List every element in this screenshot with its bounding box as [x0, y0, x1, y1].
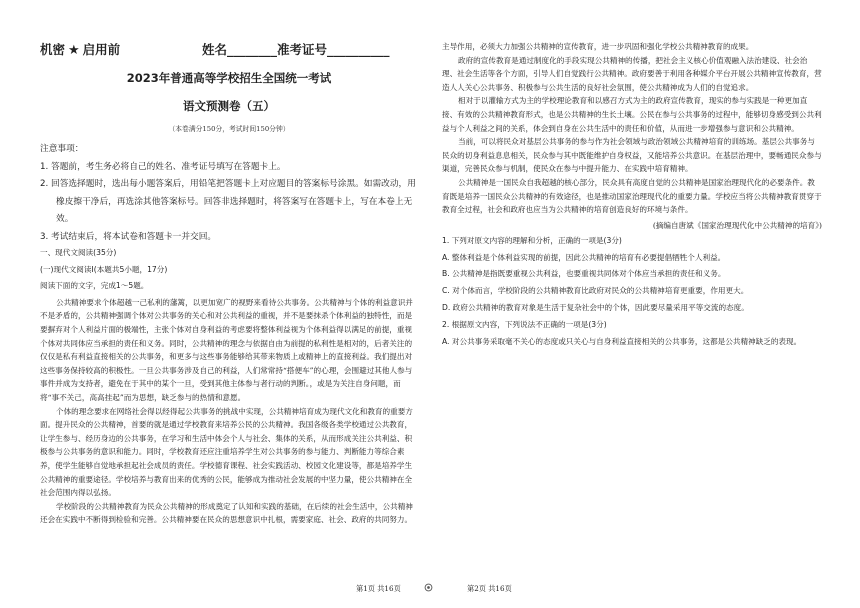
- header-row: [40, 40, 418, 58]
- answer-option: A. 整体利益是个体利益实现的前提，因此公共精神的培育有必要提倡牺牲个人利益。: [442, 252, 726, 262]
- question-stem: 1. 下列对原文内容的理解和分析，正确的一项是(3分): [442, 235, 622, 245]
- name-field: 姓名________准考证号__________: [202, 42, 390, 57]
- section-heading: 一、现代文阅读(35分): [40, 248, 117, 257]
- confidential-label: 机密 ★ 启用前: [40, 42, 121, 58]
- passage-paragraph: 公共精神是一国民众自我超越的核心部分，民众具有高度自觉的公共精神是国家治理现代化的必要条件。教育既是培养一国民众公共精神的有效途径，也是推动国家治理现代化的重要力量。学校应当将公共精神教育贯穿于教育全过程，社会和政府也应当为公共精神的培育创造良好的环境与条件。: [442, 177, 822, 215]
- instruction-item: 1. 答题前，考生务必将自己的姓名、准考证号填写在答题卡上。: [40, 161, 286, 172]
- read-prompt: 阅读下面的文字，完成1～5题。: [40, 281, 149, 291]
- score-note: （本卷满分150分，考试时间150分钟）: [168, 125, 290, 133]
- answer-option: C. 对个体而言，学校阶段的公共精神教育比政府对民众的公共精神培育更重要，作用更大。: [442, 286, 749, 296]
- page-footer: [0, 584, 860, 596]
- passage-paragraph: 个体的理念要求在网络社会得以经得起公共事务的挑战中实现，公共精神培育成为现代文化和教育的重要方面。提升民众的公共精神，首要的就是通过学校教育来培养公民的公共精神。我国各级各类学校通过公共教育，让学生参与、经历身边的公共事务，在学习和生活中体会个人与社会、集体的关系，从而形成关注公共利益、积极参与公共事务的意识和能力。同时，学校教育还应注重培养学生对公共事务的参与能力、判断能力等综合素养，使学生能够自觉地承担起社会成员的责任。学校德育课程、社会实践活动、校园文化建设等，都是培养学生公共精神的重要途径。学校培养与教育出来的优秀的公民，能够成为推动社会发展的中坚力量，使公共精神在全社会范围内得以弘扬。: [40, 406, 413, 498]
- star-icon: ★: [68, 43, 80, 58]
- answer-option: A. 对公共事务采取毫不关心的态度或只关心与自身利益直接相关的公共事务，这都是公共精神缺乏的表现。: [442, 336, 802, 346]
- passage-paragraph: 政府的宣传教育是通过制度化的手段实现公共精神的传播，把社会主义核心价值观融入法治建设、社会治理、社会生活等各个方面，引导人们自觉践行公共精神。政府要善于利用各种媒介平台开展公共精神宣传教育，营造人人关心公共事务、积极参与公共生活的良好社会氛围，使公共精神成为人们的自觉追求。: [442, 55, 822, 92]
- answer-option: B. 公共精神是指既要重视公共利益，也要重视共同体对个体应当承担的责任和义务。: [442, 269, 726, 279]
- instruction-item: 3. 考试结束后，将本试卷和答题卡一并交回。: [40, 231, 217, 242]
- answer-option: D. 政府公共精神的教育对象是生活于复杂社会中的个体，因此要尽量采用平等交流的态度。: [442, 302, 749, 312]
- right-page-number: 第2页 共16页: [467, 584, 512, 593]
- exam-title: 2023年普通高等学校招生全国统一考试: [126, 71, 332, 85]
- passage-paragraph: 学校阶段的公共精神教育为民众公共精神的形成奠定了认知和实践的基础，在后续的社会生活中，公共精神还会在实践中不断得到检验和完善。公共精神要在民众的思想意识中扎根，需要家庭、社会、政府的共同努力。: [40, 501, 413, 525]
- left-page-number: 第1页 共16页: [356, 584, 401, 593]
- subsection-heading: (一)现代文阅读Ⅰ(本题共5小题，17分): [40, 264, 168, 274]
- passage-paragraph: 公共精神要求个体超越一己私利的藩篱，以更加宽广的视野来看待公共事务。公共精神与个体的利益意识并不是矛盾的，公共精神强调个体对公共事务的关心和对公共利益的重视，并不是要抹杀个体利益的独特性，而是要摒弃对个人利益片面的极端性，主张个体对自身利益的考虑要将整体利益视为个体利益得以满足的前提，重视个体对共同体应当承担的责任和义务。同时，公共精神的理念与依据自由为前提的私利性是相对的，后者关注的仅仅是私有利益直接相关的公共事务，和更多与这些事务能够给其带来物质上或精神上的直接利益。我们提出对这些事务保持较高的积极性。一旦公共事务涉及自己的利益，人们常常持“搭便车”的心理，会围避过其他人参与事件并成为支持者，避免在于其中的某个一旦，受到其他主体参与者行动的判断。，或是为关注自身问题，而将“事不关己，高高挂起”而为思想，缺乏参与的热情和意愿。: [40, 297, 413, 402]
- instruction-item: 2. 回答选择题时，选出每小题答案后，用铅笔把答题卡上对应题目的答案标号涂黑。如需改动，用: [40, 179, 416, 189]
- passage-paragraph: 相对于以灌输方式为主的学校理论教育和以感召方式为主的政府宣传教育，现实的参与实践是一种更加直接、有效的公共精神教育形式，也是公共精神的生长土壤。公民在参与公共事务的过程中，能够切身感受到公共利益与个人利益之间的关系，体会到自身在公共生活中的责任和价值，从而进一步增强参与意识和公共精神。: [442, 96, 822, 133]
- paper-title: 语文预测卷（五）: [183, 99, 275, 113]
- question-stem: 2. 根据原文内容，下列说法不正确的一项是(3分): [442, 319, 607, 329]
- source-citation: (摘编自唐斌《国家治理现代化中公共精神的培育》): [652, 220, 822, 230]
- binding-mark-icon: [424, 583, 433, 592]
- passage-paragraph: 主导作用，必须大力加强公共精神的宣传教育，进一步巩固和强化学校公共精神教育的成果。: [442, 42, 754, 51]
- instruction-item: 橡皮擦干净后，再选涂其他答案标号。回答非选择题时，将答案写在答题卡上，写在本卷上无效。: [56, 196, 413, 224]
- passage-paragraph: 当前，可以将民众对基层公共事务的参与作为社会领域与政治领域公共精神培育的训练场。基层公共事务与民众的切身利益息息相关，民众参与其中既能维护自身权益，又能培养公共意识。在基层治理中，要畅通民众参与渠道，完善民众参与机制，使民众在参与中提升能力、在实践中培育精神。: [442, 137, 822, 174]
- right-page: [430, 0, 860, 608]
- instructions-head: 注意事项：: [40, 144, 84, 154]
